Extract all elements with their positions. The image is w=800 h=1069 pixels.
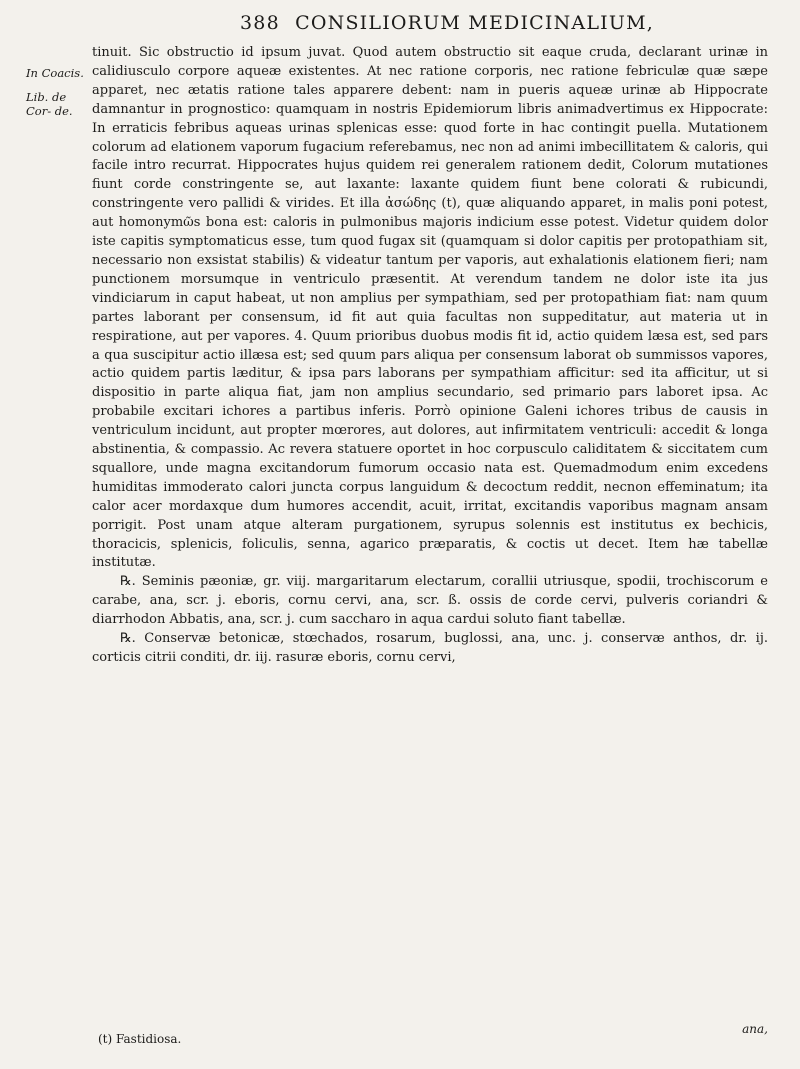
main-text <box>92 44 768 668</box>
page-number: 388 <box>240 12 280 34</box>
footnote: (t) Fastidiosa. <box>98 1032 182 1046</box>
body-paragraph: tinuit. Sic obstructio id ipsum juvat. Quod autem obstructio sit eaque cruda, declarant urinæ in calidiusculo corpore aqueæ existentes. At nec ratione corporis, nec ratione febriculæ quæ sæpe apparet, nec ætatis ratione tales apparere debent: nam in pueris aqueæ urinæ ab Hippocrate damnantur in prognostico: quamquam in nostris Epidemiorum libris animadvertimus ex Hippocrate: In erraticis febribus aqueas urinas splenicas esse: quod forte in hac contingit puella. Mutationem colorum ad elationem vaporum fugacium referebamus, nec non ad animi imbecillitatem & caloris, qui facile intro recurrat. Hippocrates hujus quidem rei generalem rationem dedit, Colorum mutationes fiunt corde constringente se, aut laxante: laxante quidem fiunt bene colorati & rubicundi, constringente vero pallidi & virides. Et illa ἀσώδης (t), quæ aliquando apparet, in malis poni potest, aut homonymῶs bona est: caloris in pulmonibus majoris indicium esse potest. Videtur quidem dolor iste capitis symptomaticus esse, tum quod fugax sit (quamquam si dolor capitis per protopathiam sit, necessario non exsistat stabilis) & videatur tantum per vaporis, aut exhalationis elationem fieri; nam punctionem morsumque in ventriculo præsentit. At verendum tandem ne dolor iste ita jus vindiciarum in caput habeat, ut non amplius per sympathiam, sed per protopathiam fiat: nam quum partes laborant per consensum, id fit aut quia facultas non suppeditatur, aut materia ut in respiratione, aut per vapores. 4. Quum prioribus duobus modis fit id, actio quidem læsa est, sed pars a qua suscipitur actio illæsa est; sed quum pars aliqua per consensum laborat ob summissos vapores, actio quidem partis læditur, & ipsa pars laborans per sympathiam afficitur: sed ita afficitur, ut si dispositio in parte aliqua fiat, jam non amplius secundario, sed primario pars laboret ipsa. Ac probabile excitari ichores a partibus inferis. Porrò opinione Galeni ichores tribus de causis in ventriculum incidunt, aut propter mœrores, aut dolores, aut infirmitatem ventriculi: accedit & longa abstinentia, & compassio. Ac revera statuere oportet in hoc corpusculo caliditatem & siccitatem cum squallore, unde magna excitandorum fumorum occasio nata est. Quemadmodum enim excedens humiditas immoderato calori juncta corpus languidum & decoctum reddit, necnon effeminatum; ita calor acer mordaxque dum humores accendit, acuit, irritat, excitandis vaporibus magnam ansam porrigit. Post unam atque alteram purgationem, syrupus solennis est institutus ex bechicis, thoracicis, splenicis, foliculis, senna, agarico præparatis, & coctis ut decet. Item hæ tabellæ institutæ. <box>92 45 768 571</box>
recipe-paragraph-2: ℞. Conservæ betonicæ, stœchados, rosarum, buglossi, ana, unc. j. conservæ anthos, dr. ij. corticis citrii conditi, dr. iij. rasuræ eboris, cornu cervi, <box>92 631 768 665</box>
catchword: ana, <box>742 1022 768 1036</box>
page-header <box>240 12 760 42</box>
running-title: CONSILIORUM MEDICINALIUM, <box>295 12 654 34</box>
page-footer <box>92 1022 768 1062</box>
margin-note-coacis: In Coacis. <box>26 66 84 80</box>
margin-note-de-corde: Lib. de Cor- de. <box>26 90 73 118</box>
recipe-paragraph-1: ℞. Seminis pæoniæ, gr. viij. margaritarum electarum, corallii utriusque, spodii, trochiscorum e carabe, ana, scr. j. eboris, cornu cervi, ana, scr. ß. ossis de corde cervi, pulveris coriandri & diarrhodon Abbatis, ana, scr. j. cum saccharo in aqua cardui soluto fiant tabellæ. <box>92 574 768 628</box>
